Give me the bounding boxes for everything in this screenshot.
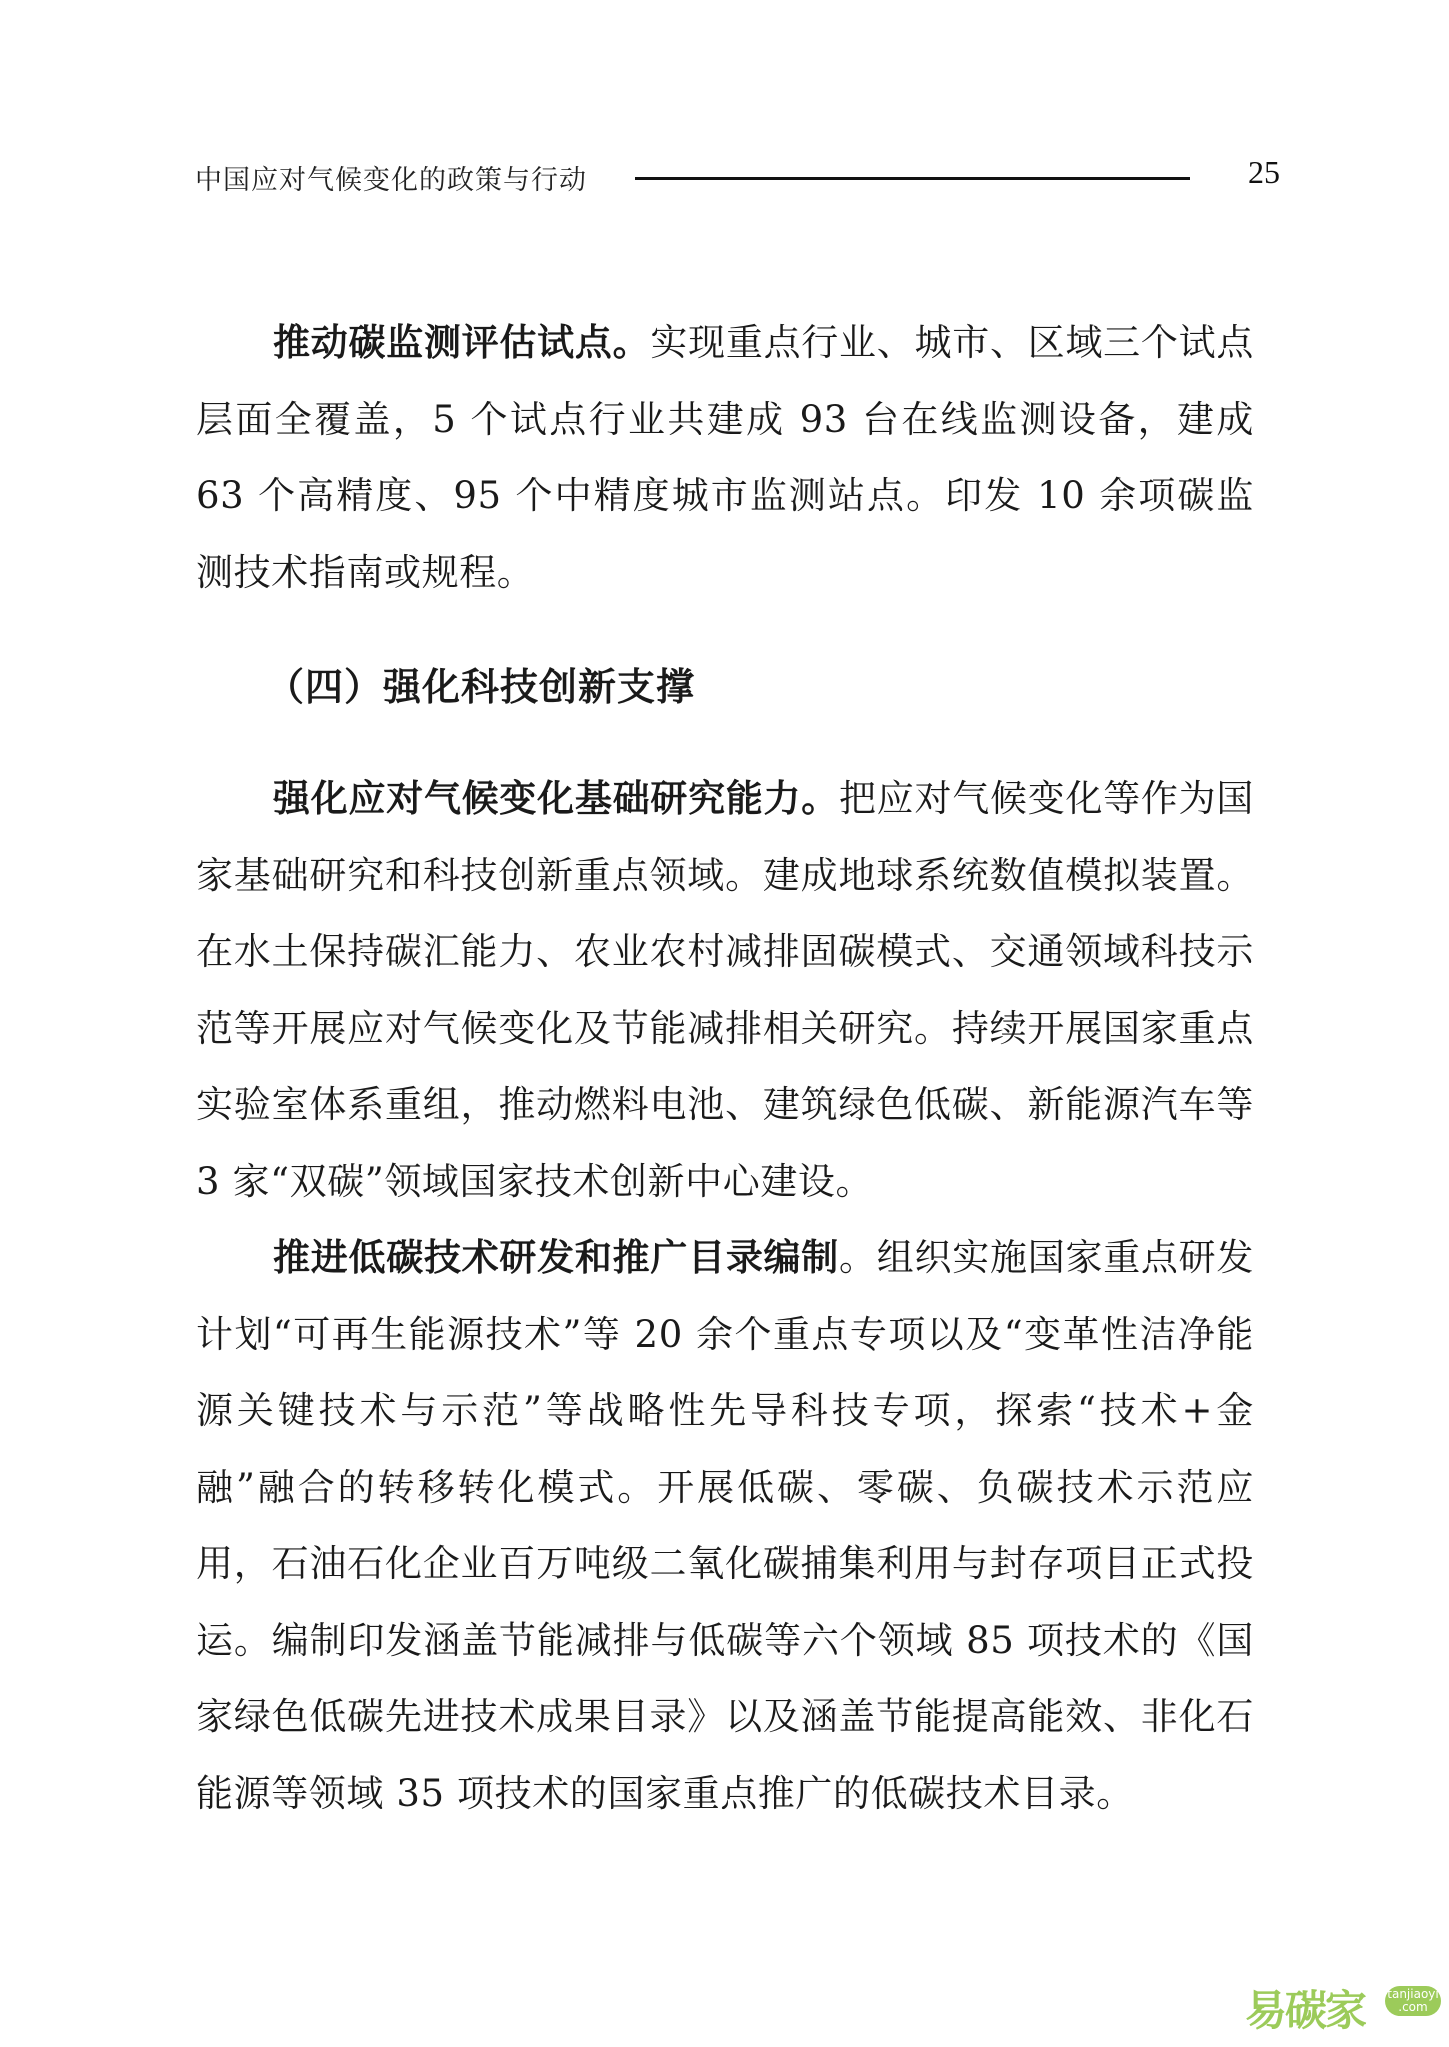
paragraph-text: 。组织实施国家重点研发计划“可再生能源技术”等 20 余个重点专项以及“变革性洁净能源关键技术与示范”等战略性先导科技专项，探索“技术+金融”融合的转移转化模式。开展低碳、零碳、负碳技术示范应用，石油石化企业百万吨级二氧化碳捕集利用与封存项目正式投运。编制印发涵盖节能减排与低碳等六个领域 85 项技术的《国家绿色低碳先进技术成果目录》以及涵盖节能提高能效、非化石能源等领域 35 项技术的国家重点推广的低碳技术目录。 <box>196 1236 1255 1815</box>
paragraph-basic-research <box>196 761 1254 1220</box>
running-header-title: 中国应对气候变化的政策与行动 <box>195 165 587 196</box>
page-body <box>196 305 1254 1832</box>
paragraph-text: 实现重点行业、城市、区域三个试点层面全覆盖，5 个试点行业共建成 93 台在线监测设备，建成 63 个高精度、95 个中精度城市监测站点。印发 10 余项碳监测技术指南或规程。 <box>196 321 1254 594</box>
section-heading: （四）强化科技创新支撑 <box>266 665 696 709</box>
paragraph-lead: 强化应对气候变化基础研究能力。 <box>273 777 840 820</box>
watermark-badge-line1: tanjiaoyi <box>1387 1987 1439 2001</box>
paragraph-lead: 推动碳监测评估试点。 <box>273 321 651 364</box>
paragraph-lead: 推进低碳技术研发和推广目录编制 <box>273 1236 840 1279</box>
watermark-brand: 易碳家 <box>1245 1986 1366 2035</box>
paragraph-low-carbon-tech <box>196 1220 1254 1832</box>
watermark-badge <box>1385 1986 1441 2016</box>
header-rule <box>635 177 1190 180</box>
site-watermark-logo <box>1245 1972 1445 2042</box>
paragraph-carbon-monitoring <box>196 305 1254 611</box>
paragraph-text: 把应对气候变化等作为国家基础研究和科技创新重点领域。建成地球系统数值模拟装置。在水土保持碳汇能力、农业农村减排固碳模式、交通领域科技示范等开展应对气候变化及节能减排相关研究。持续开展国家重点实验室体系重组，推动燃料电池、建筑绿色低碳、新能源汽车等 3 家“双碳”领域国家技术创新中心建设。 <box>196 777 1255 1203</box>
page-header <box>195 154 1280 198</box>
watermark-badge-line2: .com <box>1398 2000 1428 2014</box>
page-number: 25 <box>1248 154 1280 190</box>
